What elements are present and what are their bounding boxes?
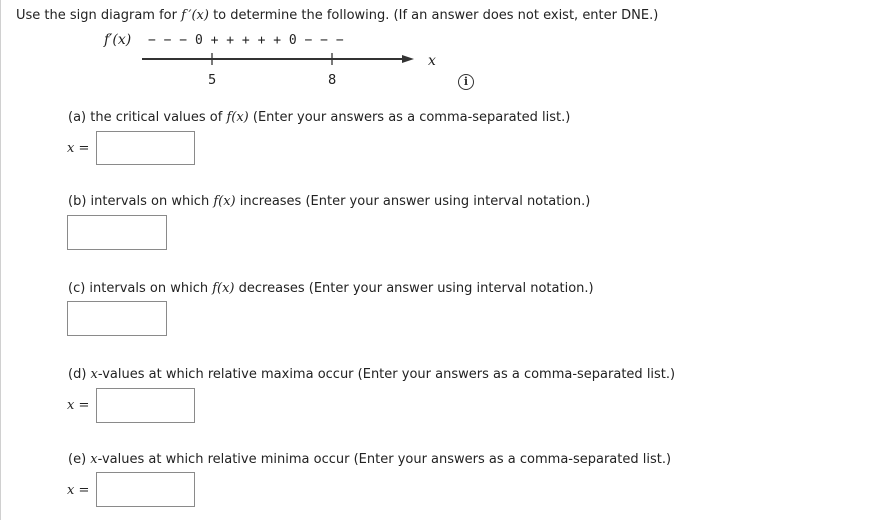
question-b: (b) intervals on which f(x) increases (Enter your answer using interval notation.) — [68, 194, 591, 209]
answer-e-prefix: x = — [67, 483, 90, 498]
question-e: (e) x-values at which relative minima occur (Enter your answers as a comma-separated list.) — [68, 452, 672, 467]
info-circle-icon[interactable]: i — [458, 74, 474, 90]
answer-c-input[interactable] — [67, 301, 167, 336]
answer-e-input[interactable] — [96, 472, 195, 507]
answer-b-input[interactable] — [67, 215, 167, 250]
tick-label-8: 8 — [328, 73, 337, 88]
answer-d-prefix: x = — [67, 398, 90, 413]
axis-variable: x — [428, 53, 436, 69]
answer-a-prefix: x = — [67, 141, 90, 156]
number-line-arrow-icon — [402, 55, 414, 63]
answer-d-input[interactable] — [96, 388, 195, 423]
answer-a-input[interactable] — [96, 131, 195, 165]
number-line — [140, 50, 440, 70]
question-c: (c) intervals on which f(x) decreases (Enter your answer using interval notation.) — [68, 281, 594, 296]
sign-diagram-label: f′(x) — [104, 32, 132, 48]
instructions-text: Use the sign diagram for f ′(x) to determine the following. (If an answer does not exist, enter DNE.) — [16, 8, 659, 23]
left-border — [0, 0, 1, 520]
question-a: (a) the critical values of f(x) (Enter your answers as a comma-separated list.) — [68, 110, 571, 125]
question-d: (d) x-values at which relative maxima occur (Enter your answers as a comma-separated list.) — [68, 367, 676, 382]
sign-diagram-signs: − − − 0 + + + + + 0 − − − — [148, 33, 344, 48]
tick-label-5: 5 — [208, 73, 217, 88]
